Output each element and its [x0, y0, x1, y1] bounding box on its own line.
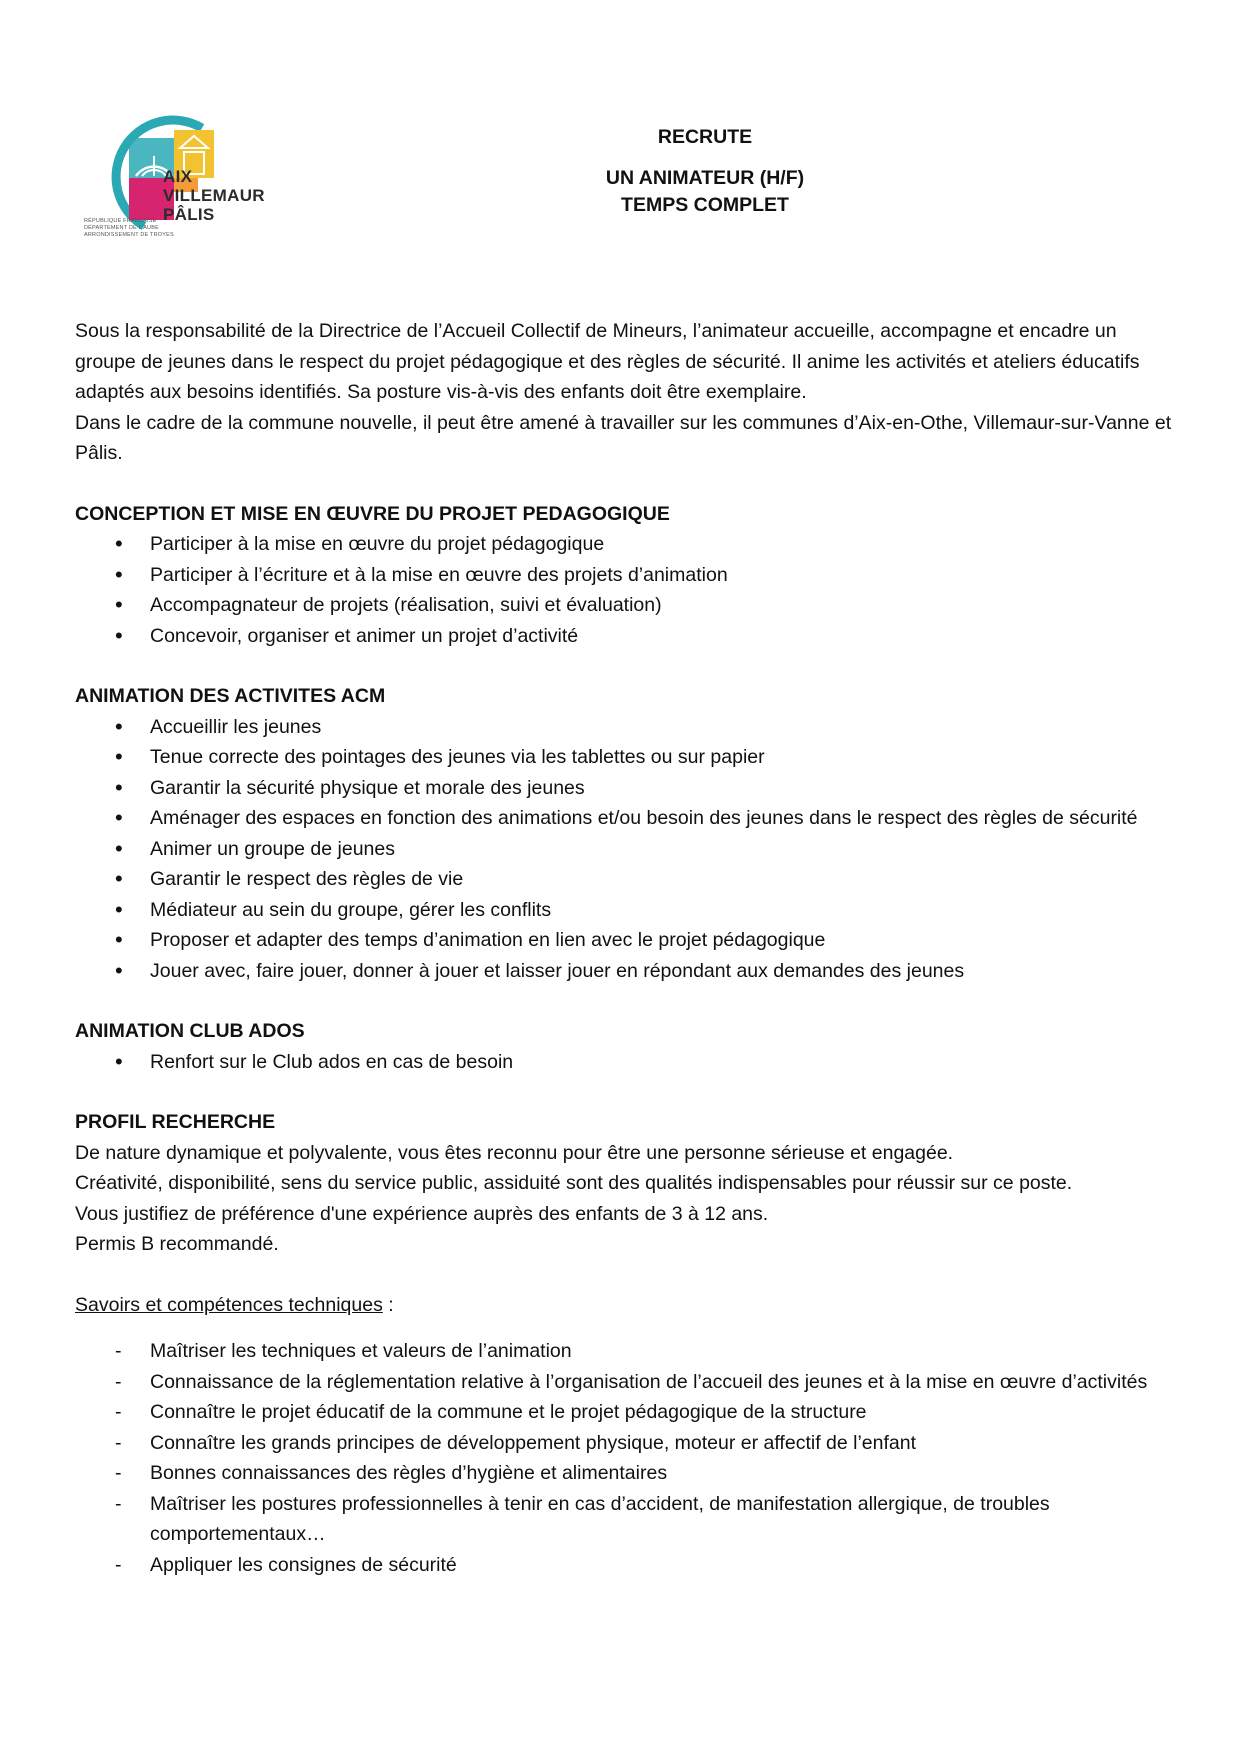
logo-line: DÉPARTEMENT DE L'AUBE	[84, 225, 159, 231]
header-recrute: RECRUTE	[657, 126, 753, 148]
list-item: • Aménager des espaces en fonction des animations et/ou besoin des jeunes dans le respect des règles de sécurité	[75, 803, 1175, 834]
profil-line: Vous justifiez de préférence d'une expérience auprès des enfants de 3 à 12 ans.	[75, 1202, 769, 1225]
intro-paragraph-communes: Dans le cadre de la commune nouvelle, il peut être amené à travailler sur les communes d’Aix-en-Othe, Villemaur-sur-Vanne et Pâlis.	[75, 411, 1172, 464]
list-item: • Accueillir les jeunes	[75, 712, 1175, 743]
job-header	[560, 126, 850, 219]
list-item: - Connaître les grands principes de développement physique, moteur er affectif de l’enfant	[75, 1428, 1175, 1459]
list-item: - Connaissance de la réglementation relative à l’organisation de l’accueil des jeunes et à la mise en œuvre d’activités	[75, 1367, 1175, 1398]
list-savoirs	[75, 1336, 1175, 1580]
savoirs-heading	[75, 1290, 1175, 1321]
list-item: - Bonnes connaissances des règles d’hygiène et alimentaires	[75, 1458, 1175, 1489]
header-job-title: UN ANIMATEUR (H/F)	[605, 167, 805, 189]
job-description	[75, 316, 1175, 1580]
profil-line: Permis B recommandé.	[75, 1233, 279, 1255]
list-item: • Participer à la mise en œuvre du projet pédagogique	[75, 529, 1175, 560]
list-item: • Proposer et adapter des temps d’animation en lien avec le projet pédagogique	[75, 925, 1175, 956]
list-item: • Médiateur au sein du groupe, gérer les conflits	[75, 895, 1175, 926]
logo-word-palis: PÂLIS	[163, 205, 215, 224]
list-item: - Connaître le projet éducatif de la commune et le projet pédagogique de la structure	[75, 1397, 1175, 1428]
list-club-ados	[75, 1047, 1175, 1078]
list-item: • Participer à l’écriture et à la mise en œuvre des projets d’animation	[75, 560, 1175, 591]
list-item: • Concevoir, organiser et animer un projet d’activité	[75, 621, 1175, 652]
logo-subtitle	[84, 218, 204, 239]
list-item: - Maîtriser les techniques et valeurs de l’animation	[75, 1336, 1175, 1367]
list-conception	[75, 529, 1175, 651]
list-item: • Garantir la sécurité physique et morale des jeunes	[75, 773, 1175, 804]
logo-line: RÉPUBLIQUE FRANÇAISE	[84, 218, 157, 224]
header-contract-type: TEMPS COMPLET	[621, 194, 789, 216]
list-item: • Garantir le respect des règles de vie	[75, 864, 1175, 895]
list-item: • Accompagnateur de projets (réalisation, suivi et évaluation)	[75, 590, 1175, 621]
savoirs-title: Savoirs et compétences techniques	[75, 1293, 383, 1316]
section-title-animation-acm: ANIMATION DES ACTIVITES ACM	[75, 685, 386, 707]
list-item: • Jouer avec, faire jouer, donner à jouer et laisser jouer en répondant aux demandes des jeunes	[75, 956, 1175, 987]
section-title-profil: PROFIL RECHERCHE	[75, 1111, 276, 1133]
logo-word-villemaur: VILLEMAUR	[163, 186, 265, 205]
list-item: • Tenue correcte des pointages des jeunes via les tablettes ou sur papier	[75, 742, 1175, 773]
savoirs-colon: :	[382, 1293, 394, 1316]
intro-paragraph: Sous la responsabilité de la Directrice de l’Accueil Collectif de Mineurs, l’animateur accueille, accompagne et encadre un groupe de jeunes dans le respect du projet pédagogique et des règles de sécurité. Il anime les activités et ateliers éducatifs adaptés aux besoins identifiés. Sa posture vis-à-vis des enfants doit être exemplaire.	[75, 320, 1140, 403]
list-item: - Appliquer les consignes de sécurité	[75, 1550, 1175, 1581]
profil-line: Créativité, disponibilité, sens du service public, assiduité sont des qualités indispensables pour réussir sur ce poste.	[75, 1172, 1073, 1194]
logo-wordmark	[163, 167, 265, 224]
logo-line: ARRONDISSEMENT DE TROYES	[84, 232, 174, 238]
list-item: • Animer un groupe de jeunes	[75, 834, 1175, 865]
list-item: • Renfort sur le Club ados en cas de besoin	[75, 1047, 1175, 1078]
section-title-conception: CONCEPTION ET MISE EN ŒUVRE DU PROJET PEDAGOGIQUE	[75, 502, 670, 525]
logo-word-aix: AIX	[163, 167, 193, 186]
profil-line: De nature dynamique et polyvalente, vous êtes reconnu pour être une personne sérieuse et engagée.	[75, 1141, 954, 1164]
list-item: - Maîtriser les postures professionnelles à tenir en cas d’accident, de manifestation allergique, de troubles comportementaux…	[75, 1489, 1175, 1550]
section-title-club-ados: ANIMATION CLUB ADOS	[75, 1020, 305, 1042]
list-animation-acm	[75, 712, 1175, 987]
